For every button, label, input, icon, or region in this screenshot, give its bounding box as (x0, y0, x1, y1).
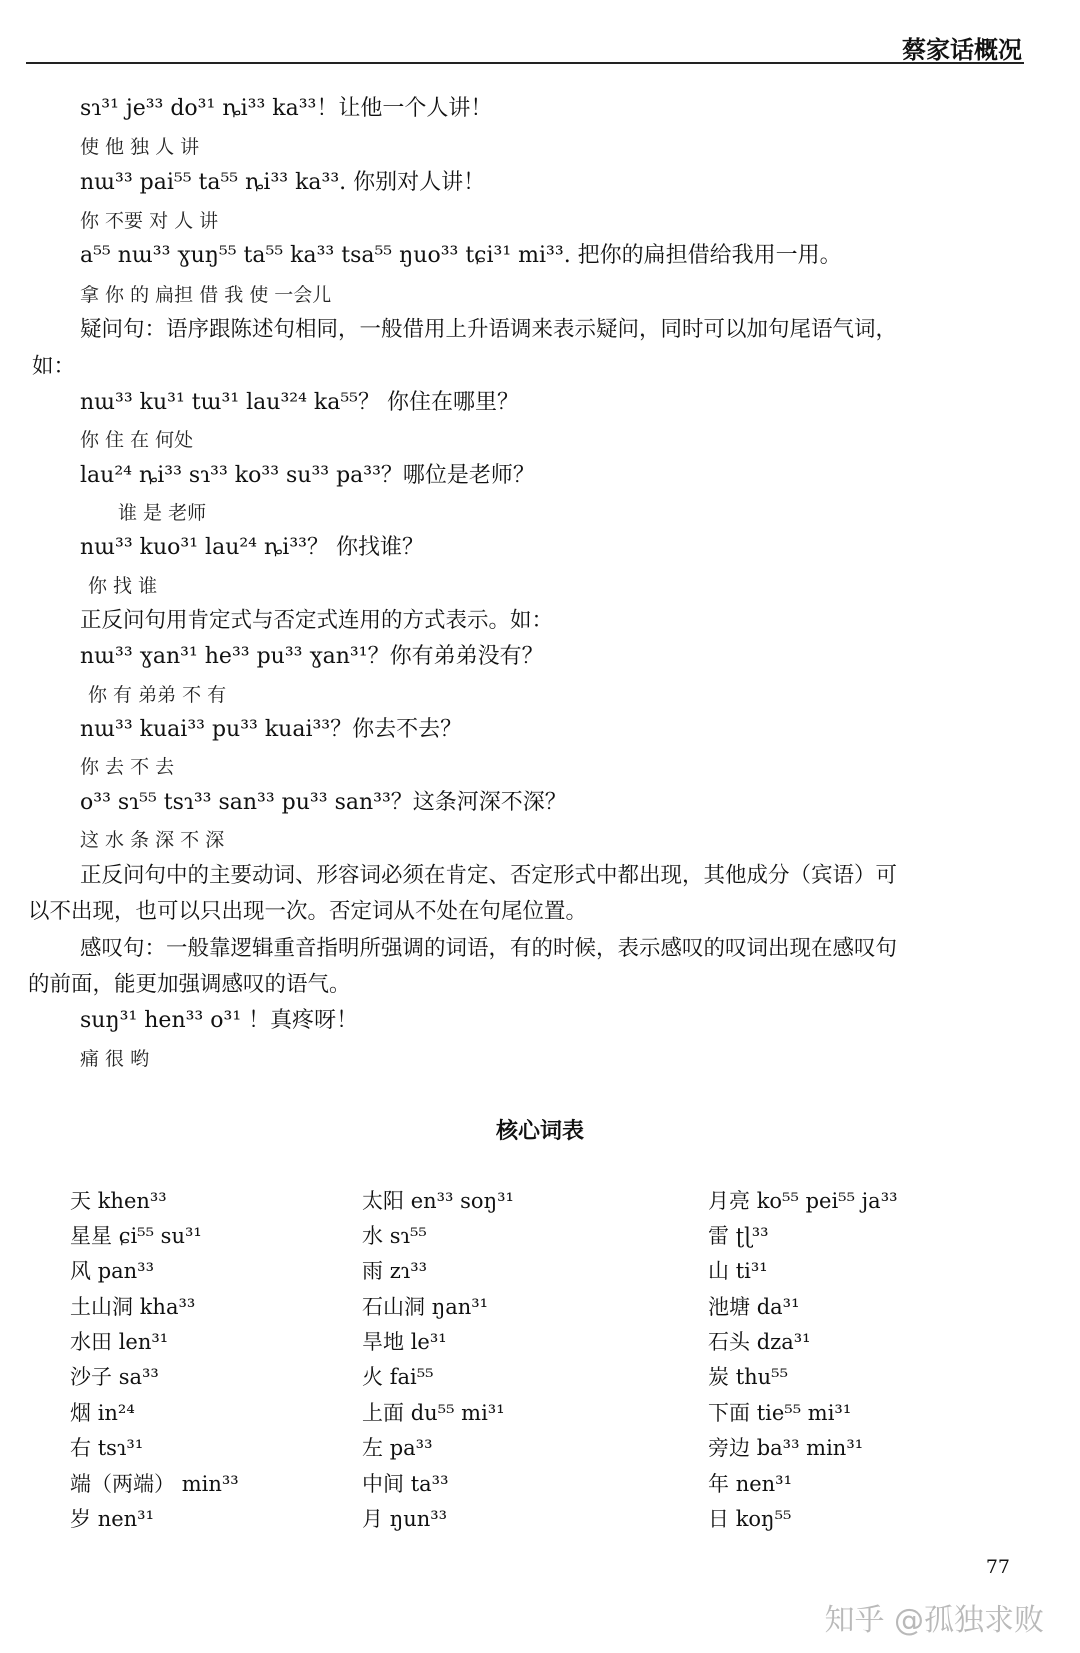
vocab-entry (362, 1186, 514, 1216)
vocab-chinese: 上面 (362, 1401, 404, 1425)
vocab-transcription: sɿ⁵⁵ (389, 1224, 427, 1248)
vocab-entry (70, 1292, 195, 1322)
gloss-line: 你 不要 对 人 讲 (80, 210, 219, 232)
vocab-chinese: 端（两端） (70, 1472, 175, 1496)
vocab-transcription: khen³³ (97, 1189, 167, 1213)
vocab-chinese: 左 (362, 1436, 383, 1460)
vocab-entry (70, 1433, 143, 1463)
gloss-line: 这 水 条 深 不 深 (80, 829, 225, 851)
vocab-entry (708, 1221, 769, 1251)
vocab-chinese: 雷 (708, 1224, 729, 1248)
vocab-entry (362, 1221, 427, 1251)
example-sentence: suŋ³¹ hen³³ o³¹ ！真疼呀！ (80, 1008, 359, 1033)
vocab-chinese: 岁 (70, 1507, 91, 1531)
gloss-line: 你 去 不 去 (80, 756, 175, 778)
vocab-entry (70, 1469, 239, 1499)
vocab-chinese: 太阳 (362, 1189, 404, 1213)
vocab-entry (70, 1362, 159, 1392)
vocab-entry (362, 1256, 427, 1286)
paragraph-line: 的前面，能更加强调感叹的语气。 (28, 972, 351, 997)
gloss-line: 你 找 谁 (88, 575, 158, 597)
paragraph-line: 正反问句用肯定式与否定式连用的方式表示。如： (80, 608, 554, 633)
vocab-entry (362, 1469, 448, 1499)
vocab-chinese: 烟 (70, 1401, 91, 1425)
vocab-entry (362, 1504, 447, 1534)
vocab-transcription: ko⁵⁵ pei⁵⁵ ja³³ (756, 1189, 898, 1213)
vocab-entry (70, 1327, 168, 1357)
vocab-chinese: 日 (708, 1507, 729, 1531)
vocab-transcription: nen³¹ (735, 1472, 793, 1496)
vocab-chinese: 旱地 (362, 1330, 404, 1354)
vocab-entry (708, 1469, 792, 1499)
example-sentence: a⁵⁵ nɯ³³ ɣuŋ⁵⁵ ta⁵⁵ ka³³ tsa⁵⁵ ŋuo³³ tɕi³¹ mi³³. 把你的扁担借给我用一用。 (80, 243, 842, 268)
vocab-chinese: 池塘 (708, 1295, 750, 1319)
vocab-chinese: 中间 (362, 1472, 404, 1496)
paragraph-line: 正反问句中的主要动词、形容词必须在肯定、否定形式中都出现，其他成分（宾语）可 (80, 863, 898, 888)
vocab-chinese: 年 (708, 1472, 729, 1496)
vocab-chinese: 水田 (70, 1330, 112, 1354)
vocab-chinese: 石山洞 (362, 1295, 425, 1319)
vocab-entry (708, 1186, 898, 1216)
vocab-transcription: dza³¹ (756, 1330, 811, 1354)
paragraph-line: 感叹句：一般靠逻辑重音指明所强调的词语，有的时候，表示感叹的叹词出现在感叹句 (80, 936, 898, 961)
vocab-entry (70, 1221, 202, 1251)
vocab-transcription: du⁵⁵ mi³¹ (410, 1401, 505, 1425)
example-sentence: nɯ³³ kuai³³ pu³³ kuai³³？你去不去？ (80, 717, 463, 742)
vocab-chinese: 炭 (708, 1365, 729, 1389)
section-title: 核心词表 (495, 1119, 584, 1144)
vocab-transcription: pan³³ (97, 1259, 155, 1283)
vocab-transcription: pa³³ (389, 1436, 433, 1460)
vocab-entry (708, 1504, 791, 1534)
vocab-transcription: ŋan³¹ (431, 1295, 489, 1319)
vocab-entry (70, 1398, 135, 1428)
example-sentence: nɯ³³ kuo³¹ lau²⁴ ȵi³³？ 你找谁？ (80, 535, 424, 560)
gloss-line: 使 他 独 人 讲 (80, 136, 200, 158)
vocab-transcription: da³¹ (756, 1295, 800, 1319)
paragraph-line: 如： (32, 354, 76, 379)
vocab-chinese: 天 (70, 1189, 91, 1213)
vocab-transcription: ta³³ (410, 1472, 449, 1496)
example-sentence: o³³ sɿ⁵⁵ tsɿ³³ san³³ pu³³ san³³？这条河深不深？ (80, 790, 567, 815)
example-sentence: nɯ³³ ku³¹ tɯ³¹ lau³²⁴ ka⁵⁵？ 你住在哪里？ (80, 390, 519, 415)
vocab-entry (70, 1256, 154, 1286)
vocab-chinese: 月 (362, 1507, 383, 1531)
vocab-chinese: 月亮 (708, 1189, 750, 1213)
vocab-transcription: ʈɭ³³ (735, 1224, 769, 1248)
vocab-transcription: nen³¹ (97, 1507, 155, 1531)
vocab-transcription: min³³ (181, 1472, 239, 1496)
vocab-transcription: ɕi⁵⁵ su³¹ (118, 1224, 202, 1248)
vocab-chinese: 石头 (708, 1330, 750, 1354)
vocab-transcription: tie⁵⁵ mi³¹ (756, 1401, 852, 1425)
vocab-chinese: 星星 (70, 1224, 112, 1248)
vocab-chinese: 火 (362, 1365, 383, 1389)
gloss-line: 拿 你 的 扁担 借 我 使 一会儿 (80, 284, 332, 306)
example-sentence: sɿ³¹ je³³ do³¹ ȵi³³ ka³³！让他一个人讲！ (80, 96, 493, 121)
vocab-chinese: 雨 (362, 1259, 383, 1283)
header-divider (26, 62, 1024, 64)
vocab-entry (708, 1362, 788, 1392)
gloss-line: 你 有 弟弟 不 有 (88, 684, 227, 706)
vocab-chinese: 山 (708, 1259, 729, 1283)
watermark: 知乎 @孤独求败 (824, 1603, 1044, 1638)
vocab-transcription: kha³³ (139, 1295, 196, 1319)
vocab-entry (362, 1362, 434, 1392)
vocab-transcription: sa³³ (118, 1365, 159, 1389)
vocab-chinese: 风 (70, 1259, 91, 1283)
vocab-entry (708, 1256, 768, 1286)
gloss-line: 你 住 在 何处 (80, 429, 194, 451)
vocab-transcription: koŋ⁵⁵ (735, 1507, 792, 1531)
vocab-chinese: 水 (362, 1224, 383, 1248)
vocab-chinese: 下面 (708, 1401, 750, 1425)
vocab-transcription: ti³¹ (735, 1259, 768, 1283)
vocab-transcription: fai⁵⁵ (389, 1365, 434, 1389)
example-sentence: lau²⁴ ȵi³³ sɿ³³ ko³³ su³³ pa³³？哪位是老师？ (80, 463, 535, 488)
vocab-transcription: le³¹ (410, 1330, 447, 1354)
example-sentence: nɯ³³ ɣan³¹ he³³ pu³³ ɣan³¹？你有弟弟没有？ (80, 644, 544, 669)
vocab-transcription: ba³³ min³¹ (756, 1436, 864, 1460)
page-number: 77 (985, 1556, 1010, 1578)
vocab-transcription: zɿ³³ (389, 1259, 428, 1283)
example-sentence: nɯ³³ pai⁵⁵ ta⁵⁵ ȵi³³ ka³³. 你别对人讲！ (80, 170, 486, 195)
vocab-transcription: thu⁵⁵ (735, 1365, 789, 1389)
vocab-entry (362, 1327, 447, 1357)
paragraph-line: 以不出现，也可以只出现一次。否定词从不处在句尾位置。 (28, 899, 588, 924)
paragraph-line: 疑问句：语序跟陈述句相同，一般借用上升语调来表示疑问，同时可以加句尾语气词， (80, 317, 898, 342)
vocab-transcription: in²⁴ (97, 1401, 135, 1425)
vocab-entry (708, 1398, 851, 1428)
vocab-chinese: 旁边 (708, 1436, 750, 1460)
vocab-transcription: en³³ soŋ³¹ (410, 1189, 514, 1213)
vocab-chinese: 右 (70, 1436, 91, 1460)
vocab-entry (708, 1327, 811, 1357)
vocab-entry (70, 1504, 154, 1534)
vocab-chinese: 土山洞 (70, 1295, 133, 1319)
gloss-line: 痛 很 哟 (80, 1048, 150, 1070)
vocab-entry (708, 1433, 863, 1463)
vocab-entry (708, 1292, 800, 1322)
vocab-chinese: 沙子 (70, 1365, 112, 1389)
vocab-entry (70, 1186, 167, 1216)
vocab-transcription: ŋun³³ (389, 1507, 448, 1531)
vocab-transcription: len³¹ (118, 1330, 169, 1354)
vocab-entry (362, 1433, 433, 1463)
gloss-line: 谁 是 老师 (118, 502, 207, 524)
running-header-title: 蔡家话概况 (902, 36, 1022, 64)
vocab-entry (362, 1292, 488, 1322)
vocab-entry (362, 1398, 505, 1428)
vocab-transcription: tsɿ³¹ (97, 1436, 144, 1460)
